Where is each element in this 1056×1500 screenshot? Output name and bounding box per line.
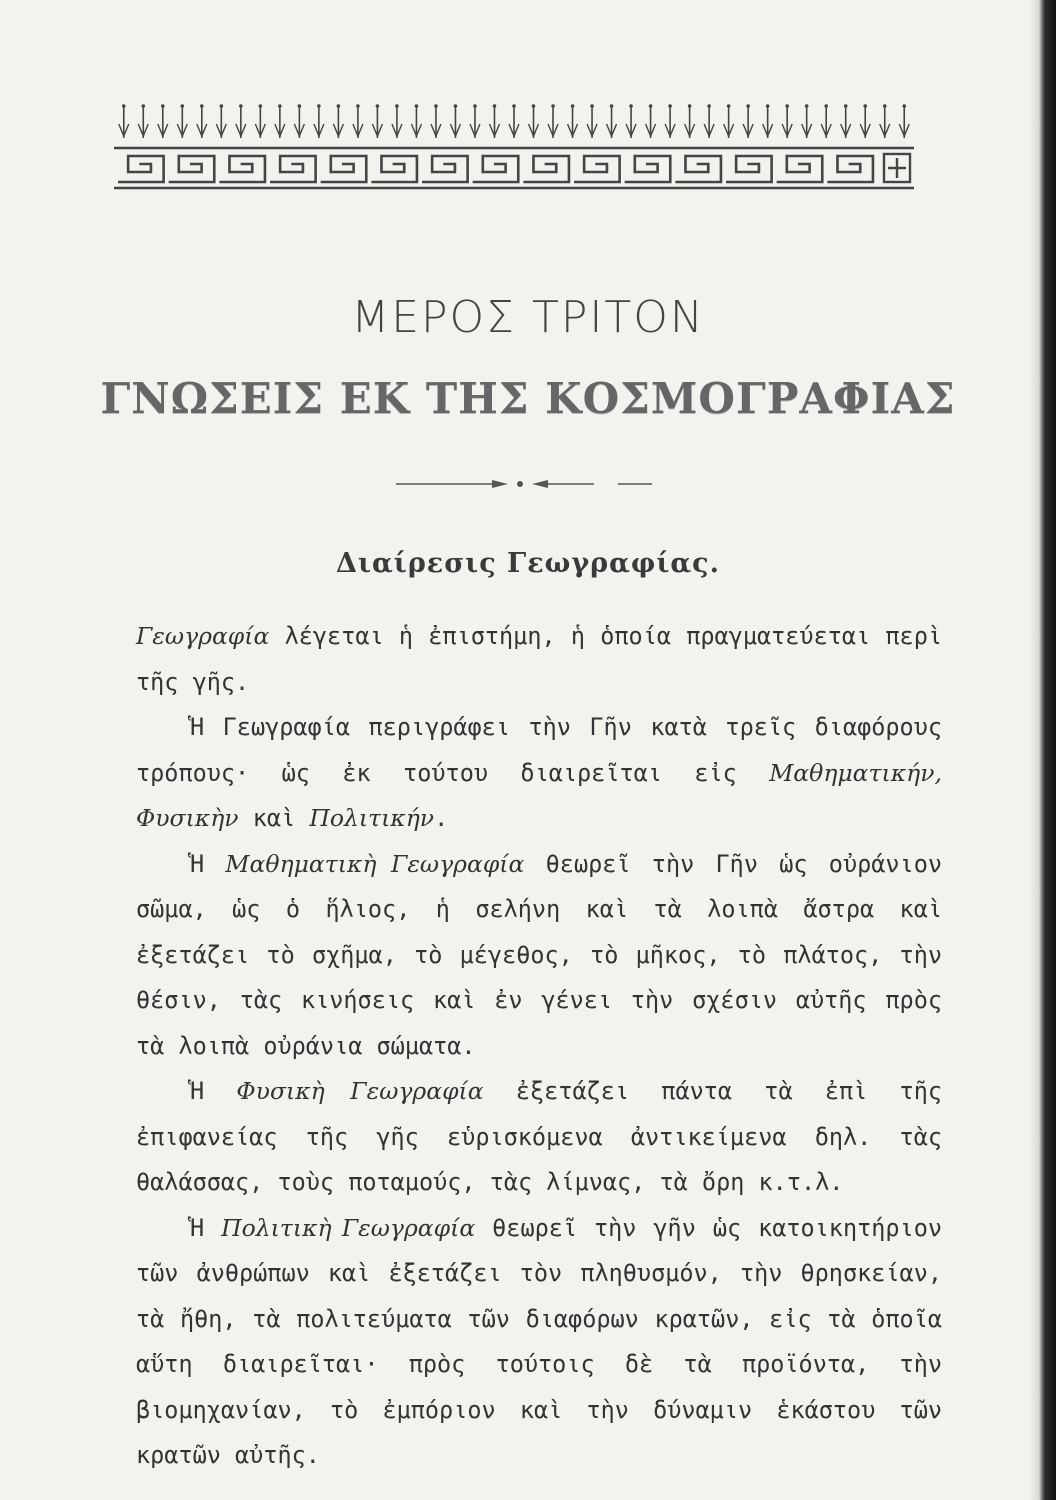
paragraph-text: θεωρεῖ τὴν γῆν ὡς κατοικητήριον τῶν ἀνθρώπων καὶ ἐξετάζει τὸν πληθυσμόν, τὴν θρησκείαν, τὰ ἤθη, τὰ πολιτεύματα τῶν διαφόρων κρατῶν, εἰς τὰ ὁποῖα αὕτη διαιρεῖται· πρὸς τούτοις δὲ τὰ προϊόντα, τὴν βιομηχανίαν, τὸ ἐμπόριον καὶ τὴν δύναμιν ἑκάστου τῶν κρατῶν αὐτῆς. (136, 1213, 942, 1469)
italic-term: Μαθηματικὴ Γεωγραφία (225, 849, 525, 878)
decorative-rule (396, 476, 652, 490)
italic-term: Μαθηματικήν, Φυσικὴν (136, 758, 942, 832)
paragraph (136, 614, 942, 705)
section-heading: Διαίρεσις Γεωγραφίας. (336, 548, 720, 579)
italic-term: Φυσικὴ Γεωγραφία (236, 1077, 484, 1105)
paragraph (136, 842, 942, 1070)
paragraph-text: . (434, 804, 449, 832)
paragraph-text: λέγεται ἡ ἐπιστήμη, ἡ ὁποία πραγματεύεται περὶ τῆς γῆς. (136, 622, 942, 696)
main-title: ΓΝΩΣΕΙΣ ΕΚ ΤΗΣ ΚΟΣΜΟΓΡΑΦΙΑΣ (100, 374, 956, 423)
greek-key-ornament-band (114, 100, 914, 192)
paragraph-text: Ἡ (190, 1213, 222, 1242)
paragraph-text: Ἡ Γεωγραφία περιγράφει τὴν Γῆν κατὰ τρεῖς διαφόρους τρόπους· ὡς ἐκ τούτου διαιρεῖται εἰς (136, 713, 942, 787)
body-text (136, 614, 942, 1479)
italic-term: Πολιτικήν (309, 804, 435, 832)
paragraph-text: θεωρεῖ τὴν Γῆν ὡς οὐράνιον σῶμα, ὡς ὁ ἥλιος, ἡ σελήνη καὶ τὰ λοιπὰ ἄστρα καὶ ἐξετάζει τὸ σχῆμα, τὸ μέγεθος, τὸ μῆκος, τὸ πλάτος, τὴν θέσιν, τὰς κινήσεις καὶ ἐν γένει τὴν σχέσιν αὐτῆς πρὸς τὰ λοιπὰ οὐράνια σώματα. (136, 849, 942, 1060)
paragraph-text: καὶ (238, 804, 310, 832)
italic-term: Γεωγραφία (136, 622, 270, 650)
paragraph (136, 1206, 942, 1479)
paragraph-text: Ἡ (190, 1077, 237, 1105)
page-edge-shadow (1030, 0, 1056, 1500)
part-title: ΜΕΡΟΣ ΤΡΙΤΟΝ (351, 292, 705, 343)
paragraph (136, 1069, 942, 1206)
paragraph-text: Ἡ (190, 849, 226, 878)
paragraph-text: ἐξετάζει πάντα τὰ ἐπὶ τῆς ἐπιφανείας τῆς γῆς εὑρισκόμενα ἀντικείμενα δηλ. τὰς θαλάσσας, τοὺς ποταμούς, τὰς λίμνας, τὰ ὄρη κ.τ.λ. (136, 1077, 942, 1196)
italic-term: Πολιτικὴ Γεωγραφία (221, 1213, 476, 1242)
paragraph (136, 705, 942, 842)
